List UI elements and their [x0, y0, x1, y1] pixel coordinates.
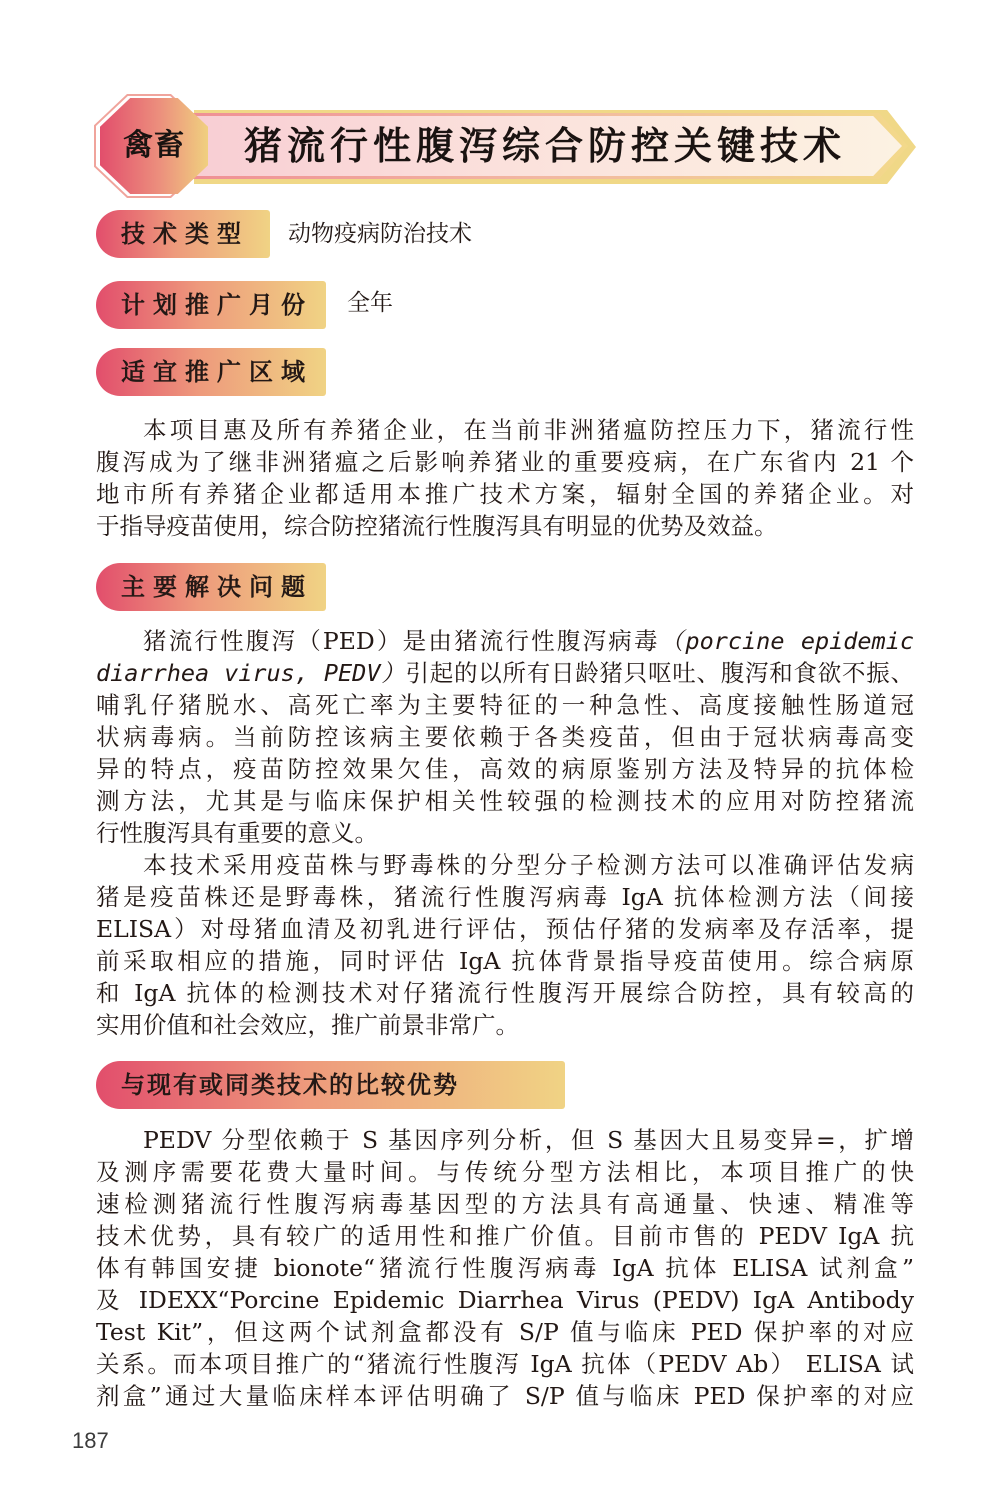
text-line: 实用价值和社会效应，推广前景非常广。 [96, 1011, 519, 1039]
problem-paragraph-2 [96, 849, 914, 1041]
tech-type-value: 动物疫病防治技术 [288, 221, 472, 247]
text-line: 技术优势，具有较广的适用性和推广价值。目前市售的 PEDV IgA 抗 [96, 1222, 914, 1250]
text-line: 猪是疫苗株还是野毒株，猪流行性腹泻病毒 IgA 抗体检测方法（间接 [96, 883, 914, 911]
page-title: 猪流行性腹泻综合防控关键技术 [244, 124, 847, 168]
text-line: 于指导疫苗使用，综合防控猪流行性腹泻具有明显的优势及效益。 [96, 512, 778, 540]
problem-paragraph-1 [96, 625, 914, 849]
text-line: 状病毒病。当前防控该病主要依赖于各类疫苗，但由于冠状病毒高变 [96, 723, 914, 751]
month-label: 计划推广月份 [96, 281, 326, 329]
text-line: 测方法，尤其是与临床保护相关性较强的检测技术的应用对防控猪流 [96, 787, 914, 815]
italic-term: diarrhea virus, PEDV） [96, 659, 406, 687]
text-line: 地市所有养猪企业都适用本推广技术方案，辐射全国的养猪企业。对 [96, 480, 914, 508]
category-label: 禽畜 [123, 128, 185, 163]
problem-section-label: 主要解决问题 [96, 563, 326, 611]
tech-type-label: 技术类型 [96, 210, 270, 258]
text-line [96, 625, 914, 657]
text-line: 哺乳仔猪脱水、高死亡率为主要特征的一种急性、高度接触性肠道冠 [96, 691, 914, 719]
text-line: Test Kit”，但这两个试剂盒都没有 S/P 值与临床 PED 保护率的对应 [96, 1318, 914, 1346]
text-line: 本技术采用疫苗株与野毒株的分型分子检测方法可以准确评估发病 [143, 851, 914, 879]
text-line: 速检测猪流行性腹泻病毒基因型的方法具有高通量、快速、精准等 [96, 1190, 914, 1218]
text-line [96, 657, 914, 689]
text-line: 剂盒”通过大量临床样本评估明确了 S/P 值与临床 PED 保护率的对应 [96, 1382, 914, 1410]
text-line: PEDV 分型依赖于 S 基因序列分析，但 S 基因大且易变异=，扩增 [143, 1126, 914, 1154]
text-line: 腹泻成为了继非洲猪瘟之后影响养猪业的重要疫病，在广东省内 21 个 [96, 448, 914, 476]
text-line: ELISA）对母猪血清及初乳进行评估，预估仔猪的发病率及存活率，提 [96, 915, 914, 943]
text-line: 和 IgA 抗体的检测技术对仔猪流行性腹泻开展综合防控，具有较高的 [96, 979, 914, 1007]
advantage-paragraph [96, 1124, 914, 1412]
italic-term: （porcine epidemic [659, 627, 915, 655]
title-banner [94, 94, 918, 198]
advantage-section-label: 与现有或同类技术的比较优势 [96, 1061, 565, 1109]
page-number: 187 [72, 1428, 109, 1453]
text-line: 关系。而本项目推广的“猪流行性腹泻 IgA 抗体（PEDV Ab） ELISA 试 [96, 1350, 914, 1378]
text-line: 及测序需要花费大量时间。与传统分型方法相比，本项目推广的快 [96, 1158, 914, 1186]
text-span: 猪流行性腹泻（PED）是由猪流行性腹泻病毒 [143, 627, 660, 655]
region-label: 适宜推广区域 [96, 348, 326, 396]
text-line: 及 IDEXX“Porcine Epidemic Diarrhea Virus (PEDV) IgA Antibody [96, 1286, 914, 1314]
text-line: 异的特点，疫苗防控效果欠佳，高效的病原鉴别方法及特异的抗体检 [96, 755, 914, 783]
text-line: 本项目惠及所有养猪企业，在当前非洲猪瘟防控压力下，猪流行性 [143, 416, 914, 444]
text-line: 体有韩国安捷 bionote“猪流行性腹泻病毒 IgA 抗体 ELISA 试剂盒” [96, 1254, 914, 1282]
month-value: 全年 [347, 290, 393, 316]
text-span: 引起的以所有日龄猪只呕吐、腹泻和食欲不振、 [405, 659, 915, 687]
text-line: 行性腹泻具有重要的意义。 [96, 819, 378, 847]
region-paragraph [96, 414, 914, 542]
text-line: 前采取相应的措施，同时评估 IgA 抗体背景指导疫苗使用。综合病原 [96, 947, 914, 975]
